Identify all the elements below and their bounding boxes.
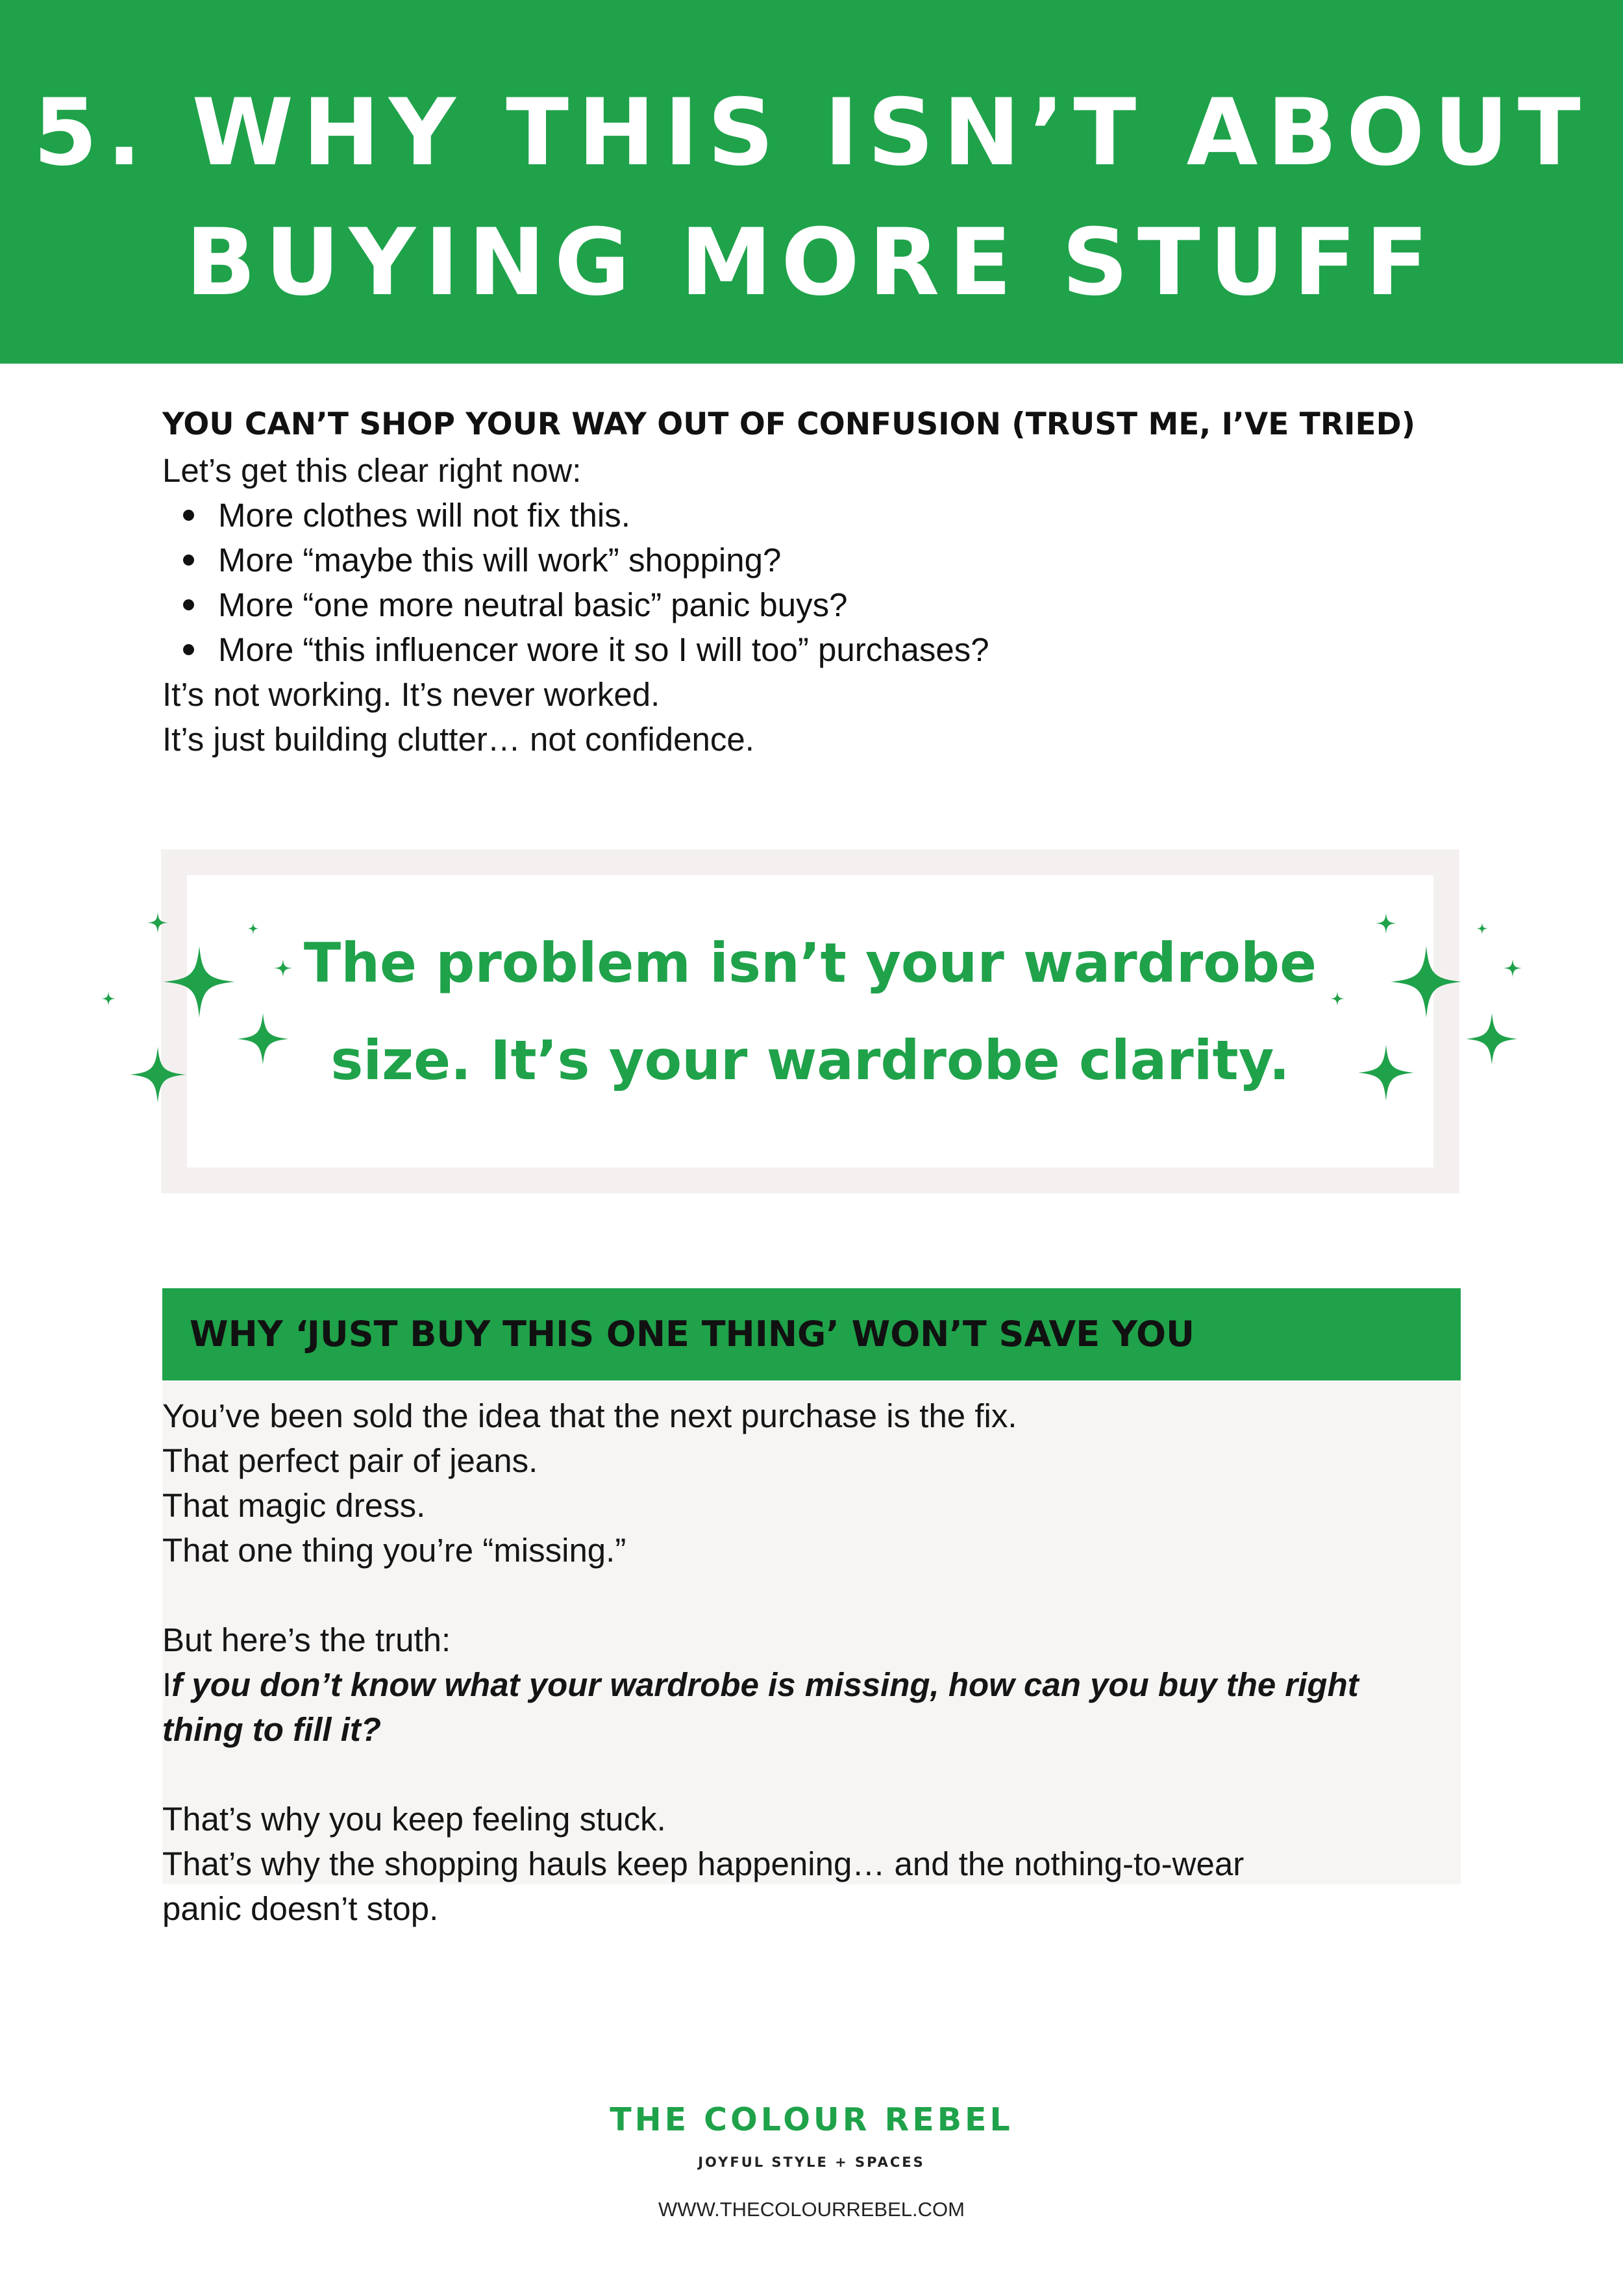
section1-after-1: It’s not working. It’s never worked. <box>162 676 660 713</box>
sparkle-icon <box>247 923 259 934</box>
section2-heading: WHY ‘JUST BUY THIS ONE THING’ WON’T SAVE YOU <box>190 1314 1195 1354</box>
quote-line1: The problem isn’t your wardrobe <box>303 931 1317 995</box>
sparkle-icon <box>1391 946 1462 1017</box>
section2-line: That one thing you’re “missing.” <box>162 1532 626 1569</box>
page-title-line1: 5. WHY THIS ISN’T ABOUT <box>33 79 1590 186</box>
list-item-text: More clothes will not fix this. <box>218 497 630 534</box>
page-title <box>0 68 1623 328</box>
sparkle-icon <box>274 959 292 977</box>
section1-after-2: It’s just building clutter… not confidence. <box>162 721 754 758</box>
bullet-dot <box>183 599 194 610</box>
section2-line: That magic dress. <box>162 1487 426 1524</box>
sparkle-icon <box>1466 1013 1518 1065</box>
brand-name: THE COLOUR REBEL <box>610 2101 1013 2138</box>
list-item <box>162 582 1461 627</box>
list-item-text: More “one more neutral basic” panic buys? <box>218 586 848 623</box>
website-link[interactable]: WWW.THECOLOURREBEL.COM <box>658 2198 965 2221</box>
list-item-text: More “maybe this will work” shopping? <box>218 542 782 579</box>
brand-tagline: JOYFUL STYLE + SPACES <box>698 2154 925 2170</box>
sparkle-icon <box>237 1013 289 1065</box>
section2-line: You’ve been sold the idea that the next purchase is the fix. <box>162 1397 1017 1434</box>
spacer <box>162 1573 1461 1617</box>
bullet-dot <box>183 555 194 566</box>
quote-line2: size. It’s your wardrobe clarity. <box>330 1029 1290 1092</box>
list-item <box>162 538 1461 582</box>
list-item <box>162 627 1461 672</box>
closing-line: That’s why you keep feeling stuck. <box>162 1801 666 1838</box>
sparkle-icon <box>1330 992 1344 1006</box>
truth-intro: But here’s the truth: <box>162 1621 451 1658</box>
sparkle-icon <box>147 912 168 933</box>
page-header <box>0 0 1623 364</box>
page-title-line2: BUYING MORE STUFF <box>185 209 1438 316</box>
sparkles-decoration <box>0 877 1623 1136</box>
truth-statement <box>162 1662 1461 1707</box>
section1-intro: Let’s get this clear right now: <box>162 452 582 489</box>
section2-heading-bar <box>162 1288 1461 1380</box>
bullet-dot <box>183 644 194 655</box>
sparkle-icon <box>1358 1045 1414 1101</box>
section-shop-confusion <box>162 401 1461 762</box>
section1-heading: YOU CAN’T SHOP YOUR WAY OUT OF CONFUSION (TRUST ME, I’VE TRIED) <box>162 406 1416 442</box>
closing-line: That’s why the shopping hauls keep happening… and the nothing-to-wear <box>162 1845 1245 1882</box>
bullet-list <box>162 493 1461 672</box>
list-item <box>162 493 1461 538</box>
truth-bold-line2: thing to fill it? <box>162 1711 382 1748</box>
section2-line: That perfect pair of jeans. <box>162 1442 538 1479</box>
spacer <box>162 1752 1461 1797</box>
closing-line: panic doesn’t stop. <box>162 1890 439 1927</box>
bullet-dot <box>183 510 194 521</box>
sparkle-icon <box>164 946 235 1017</box>
page-footer <box>0 2091 1623 2226</box>
truth-first-letter: I <box>162 1666 172 1703</box>
truth-bold-line1: f you don’t know what your wardrobe is missing, how can you buy the right <box>171 1666 1359 1703</box>
sparkle-icon <box>1376 913 1396 934</box>
list-item-text: More “this influencer wore it so I will too” purchases? <box>218 631 989 668</box>
sparkle-icon <box>101 992 116 1006</box>
sparkle-icon <box>1504 959 1522 977</box>
section-one-thing <box>162 1393 1461 1931</box>
sparkle-icon <box>1476 923 1488 934</box>
sparkle-icon <box>130 1047 186 1103</box>
